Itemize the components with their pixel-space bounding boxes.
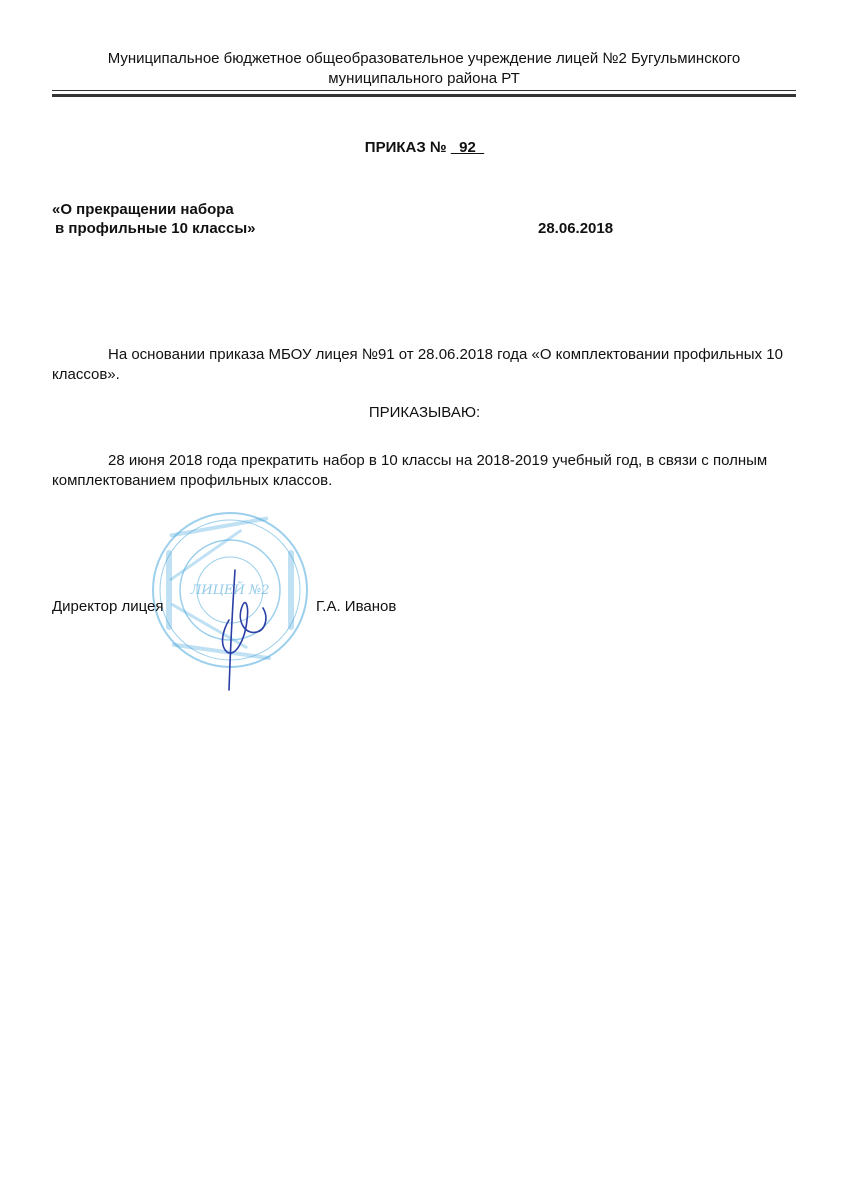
header-divider-thin	[52, 90, 796, 91]
order-number: 92	[459, 139, 476, 156]
institution-name-line-1: Муниципальное бюджетное общеобразовательное учреждение лицей №2 Бугульминского	[107, 50, 741, 67]
signatory-role: Директор лицея	[52, 598, 164, 615]
order-label: ПРИКАЗ №	[364, 139, 447, 156]
handwritten-signature	[205, 560, 285, 700]
order-subject-line-1: «О прекращении набора	[52, 201, 234, 218]
institution-name-line-2: муниципального района РТ	[328, 70, 520, 87]
order-date: 28.06.2018	[538, 220, 614, 237]
order-subject	[52, 200, 256, 238]
decree-word: ПРИКАЗЫВАЮ:	[368, 404, 481, 421]
order-subject-line-2: в профильные 10 классы»	[55, 220, 256, 237]
signatory-name: Г.А. Иванов	[316, 598, 397, 615]
order-title	[0, 139, 849, 156]
institution-header	[52, 49, 796, 89]
basis-paragraph: На основании приказа МБОУ лицея №91 от 28.06.2018 года «О комплектовании профильных 10 классов».	[52, 346, 783, 383]
stamp-center-text: ЛИЦЕЙ №2	[190, 583, 270, 598]
decision-paragraph: 28 июня 2018 года прекратить набор в 10 классы на 2018-2019 учебный год, в связи с полным комплектованием профильных классов.	[52, 452, 768, 489]
header-divider-thick	[52, 94, 796, 97]
